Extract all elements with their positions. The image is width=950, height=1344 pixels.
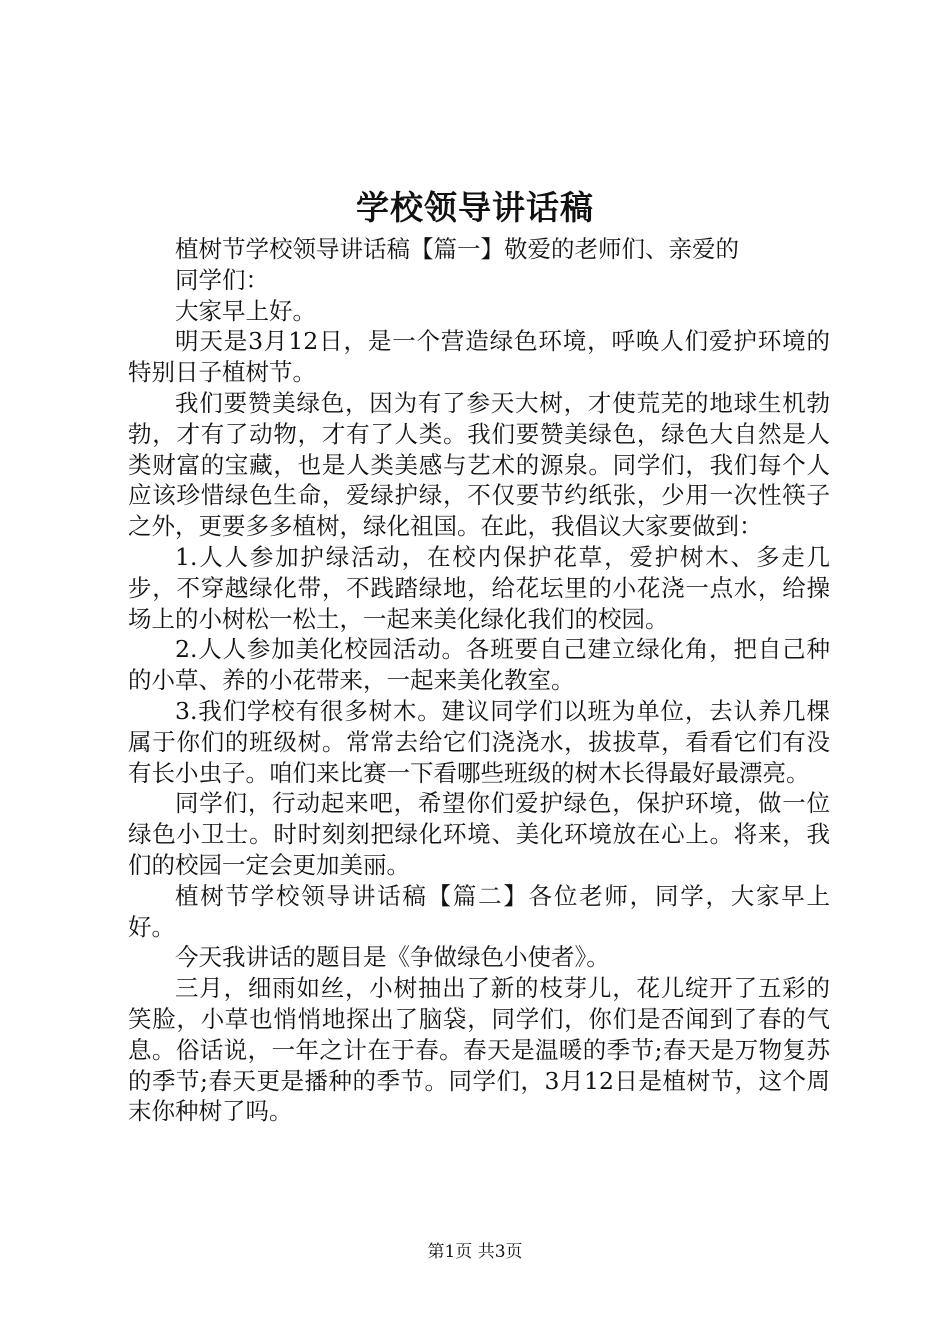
paragraph-item-1: 1.人人参加护绿活动，在校内保护花草，爱护树木、多走几步，不穿越绿化带，不践踏绿地，给花坛里的小花浇一点水，给操场上的小树松一松土，一起来美化绿化我们的校园。: [128, 542, 830, 633]
paragraph-opening-line2: 同学们：: [175, 265, 269, 294]
paragraph-item-2: 2.人人参加美化校园活动。各班要自己建立绿化角，把自己种的小草、养的小花带来，一起来美化教室。: [128, 635, 830, 695]
paragraph-arbor-day: 明天是3月12日，是一个营造绿色环境，呼唤人们爱护环境的特别日子植树节。: [128, 327, 830, 387]
paragraph-speech-topic: 今天我讲话的题目是《争做绿色小使者》。: [175, 943, 610, 972]
paragraph-opening-line1: 植树节学校领导讲话稿【篇一】敬爱的老师们、亲爱的: [175, 235, 739, 263]
paragraph-praise-green: 我们要赞美绿色，因为有了参天大树，才使荒芜的地球生机勃勃，才有了动物，才有了人类。我们要赞美绿色，绿色大自然是人类财富的宝藏，也是人类美感与艺术的源泉。同学们，我们每个人应该珍惜绿色生命，爱绿护绿，不仅要节约纸张，少用一次性筷子之外，更要多多植树，绿化祖国。在此，我倡议大家要做到：: [128, 388, 830, 541]
paragraph-item-3: 3.我们学校有很多树木。建议同学们以班为单位，去认养几棵属于你们的班级树。常常去给它们浇浇水，拔拔草，看看它们有没有长小虫子。咱们来比赛一下看哪些班级的树木长得最好最漂亮。: [128, 696, 830, 787]
paragraph-opening: [128, 234, 830, 296]
paragraph-part-two-opening: 植树节学校领导讲话稿【篇二】各位老师，同学，大家早上好。: [128, 881, 830, 941]
paragraph-call-to-action: 同学们，行动起来吧，希望你们爱护绿色，保护环境，做一位绿色小卫士。时时刻刻把绿化环境、美化环境放在心上。将来，我们的校园一定会更加美丽。: [128, 789, 830, 879]
page-number-footer: 第1页 共3页: [427, 1242, 523, 1262]
paragraph-greeting: 大家早上好。: [175, 296, 316, 325]
paragraph-spring: 三月，细雨如丝，小树抽出了新的枝芽儿，花儿绽开了五彩的笑脸，小草也悄悄地探出了脑袋，同学们，你们是否闻到了春的气息。俗话说，一年之计在于春。春天是温暖的季节;春天是万物复苏的季节;春天更是播种的季节。同学们，3月12日是植树节，这个周末你种树了吗。: [128, 974, 830, 1126]
document-body: [128, 234, 830, 1127]
document-title: 学校领导讲话稿: [356, 188, 594, 227]
